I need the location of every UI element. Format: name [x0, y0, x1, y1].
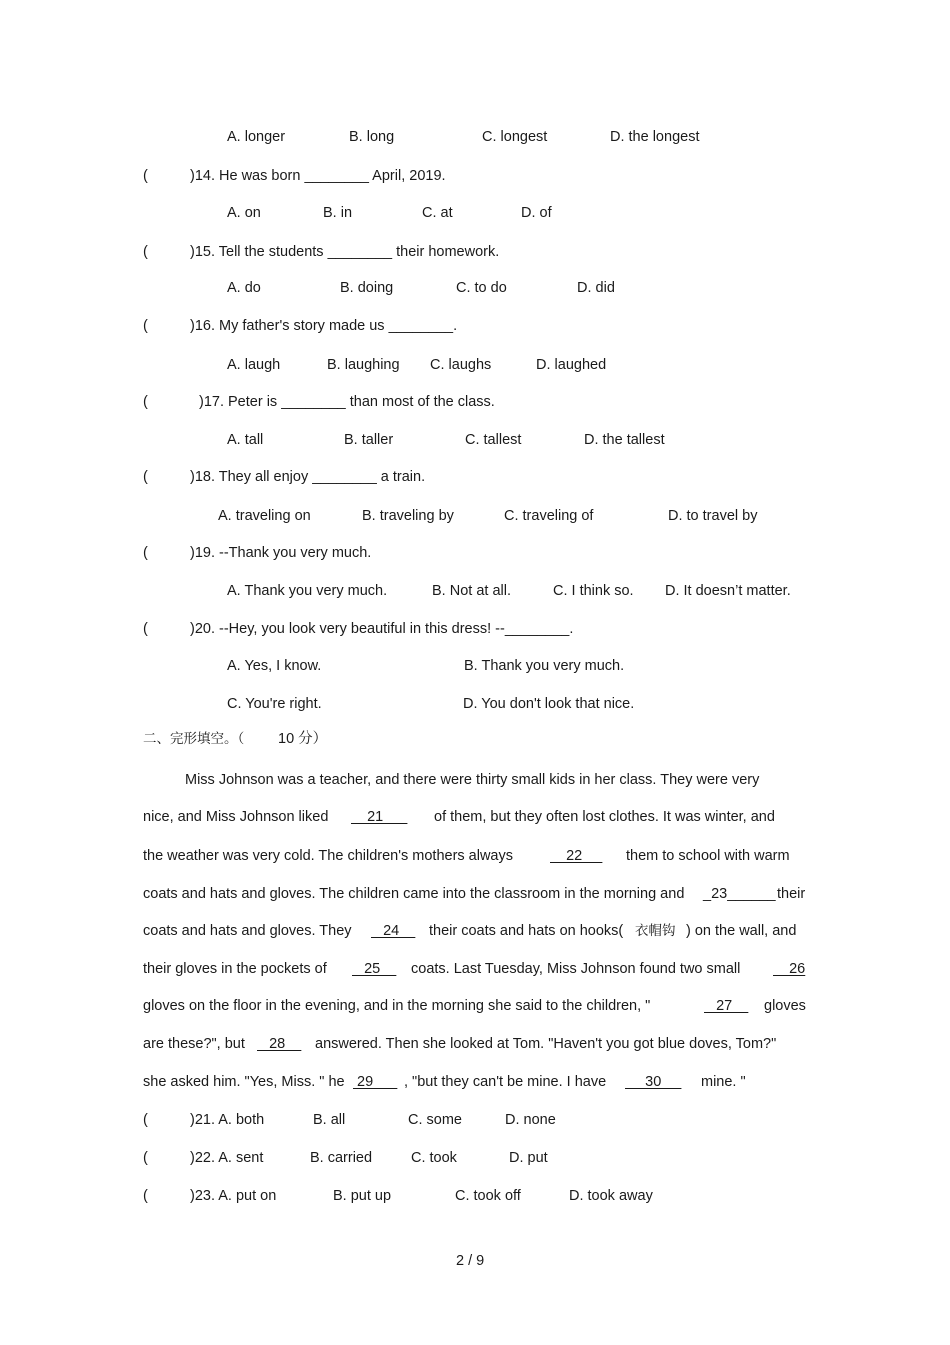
- blank-22: 22: [550, 848, 603, 864]
- option-b: B. doing: [340, 280, 394, 296]
- passage-line: she asked him. "Yes, Miss. " he: [143, 1074, 345, 1090]
- option-b: B. in: [323, 205, 353, 221]
- question-stem: )18. They all enjoy ________ a train.: [190, 469, 426, 485]
- option-b: B. taller: [344, 432, 394, 448]
- option-d: D. took away: [569, 1188, 653, 1204]
- blank-28: 28: [257, 1036, 302, 1052]
- page-number: 2 / 9: [456, 1253, 485, 1269]
- answer-paren: (: [143, 469, 148, 485]
- option-c: C. to do: [456, 280, 507, 296]
- question-stem: )19. --Thank you very much.: [190, 545, 372, 561]
- option-d: D. of: [521, 205, 552, 221]
- option-c: C. took: [411, 1150, 457, 1166]
- option-d: D. the tallest: [584, 432, 665, 448]
- option-c: C. some: [408, 1112, 462, 1128]
- section-score: 10 分）: [278, 731, 328, 747]
- option-a: A. Yes, I know.: [227, 658, 322, 674]
- passage-line: their coats and hats on hooks(: [429, 923, 624, 939]
- question-stem: )22. A. sent: [190, 1150, 264, 1166]
- blank-29: 29: [353, 1074, 398, 1090]
- question-stem: )15. Tell the students ________ their homework.: [190, 244, 500, 260]
- passage-line: the weather was very cold. The children's mothers always: [143, 848, 513, 864]
- blank-25: 25: [352, 961, 397, 977]
- passage-line: them to school with warm: [626, 848, 790, 864]
- blank-30: 30: [625, 1074, 682, 1090]
- answer-paren: (: [143, 1112, 148, 1128]
- passage-line: of them, but they often lost clothes. It was winter, and: [434, 809, 775, 825]
- blank-21: 21: [351, 809, 408, 825]
- blank-26: 26: [773, 961, 806, 977]
- option-c: C. took off: [455, 1188, 521, 1204]
- option-b: B. Thank you very much.: [464, 658, 625, 674]
- option-b: B. Not at all.: [432, 583, 511, 599]
- passage-line: coats and hats and gloves. The children came into the classroom in the morning and: [143, 886, 689, 902]
- option-d: D. none: [505, 1112, 556, 1128]
- option-d: D. put: [509, 1150, 548, 1166]
- option-a: A. traveling on: [218, 508, 311, 524]
- passage-gloss: 衣帽钩: [635, 923, 676, 939]
- option-b: B. long: [349, 129, 395, 145]
- section-heading: 二、完形填空。（: [143, 731, 245, 747]
- option-a: A. laugh: [227, 357, 281, 373]
- passage-line: their gloves in the pockets of: [143, 961, 327, 977]
- option-a: A. tall: [227, 432, 264, 448]
- option-d: D. the longest: [610, 129, 700, 145]
- option-a: A. longer: [227, 129, 286, 145]
- blank-24: 24: [371, 923, 416, 939]
- answer-paren: (: [143, 318, 148, 334]
- answer-paren: (: [143, 1188, 148, 1204]
- option-b: B. traveling by: [362, 508, 454, 524]
- passage-line: are these?", but: [143, 1036, 245, 1052]
- passage-line: nice, and Miss Johnson liked: [143, 809, 329, 825]
- passage-line: coats and hats and gloves. They: [143, 923, 352, 939]
- passage-line: gloves on the floor in the evening, and in the morning she said to the children, ": [143, 998, 651, 1014]
- question-stem: )14. He was born ________ April, 2019.: [190, 168, 446, 184]
- answer-paren: (: [143, 394, 148, 410]
- question-stem: )20. --Hey, you look very beautiful in this dress! --________.: [190, 621, 574, 637]
- option-c: C. I think so.: [553, 583, 634, 599]
- answer-paren: (: [143, 621, 148, 637]
- option-b: B. all: [313, 1112, 346, 1128]
- option-d: D. laughed: [536, 357, 607, 373]
- option-c: C. laughs: [430, 357, 492, 373]
- question-stem: )16. My father's story made us ________.: [190, 318, 458, 334]
- option-d: D. did: [577, 280, 615, 296]
- option-d: D. It doesn’t matter.: [665, 583, 791, 599]
- answer-paren: (: [143, 545, 148, 561]
- passage-line: Miss Johnson was a teacher, and there were thirty small kids in her class. They were very: [185, 772, 760, 788]
- option-c: C. longest: [482, 129, 548, 145]
- blank-27: 27: [704, 998, 749, 1014]
- passage-line: answered. Then she looked at Tom. "Haven't you got blue doves, Tom?": [315, 1036, 777, 1052]
- passage-line: mine. ": [701, 1074, 746, 1090]
- question-stem: )23. A. put on: [190, 1188, 277, 1204]
- answer-paren: (: [143, 244, 148, 260]
- passage-line: coats. Last Tuesday, Miss Johnson found two small: [411, 961, 741, 977]
- answer-paren: (: [143, 1150, 148, 1166]
- option-a: A. Thank you very much.: [227, 583, 388, 599]
- answer-paren: (: [143, 168, 148, 184]
- option-b: B. laughing: [327, 357, 400, 373]
- option-a: A. do: [227, 280, 261, 296]
- question-stem: )17. Peter is ________ than most of the class.: [199, 394, 495, 410]
- option-b: B. carried: [310, 1150, 373, 1166]
- option-a: A. on: [227, 205, 261, 221]
- passage-line: , "but they can't be mine. I have: [404, 1074, 607, 1090]
- passage-line: ) on the wall, and: [686, 923, 797, 939]
- option-c: C. traveling of: [504, 508, 594, 524]
- option-d: D. to travel by: [668, 508, 758, 524]
- passage-line: gloves: [764, 998, 806, 1014]
- option-d: D. You don't look that nice.: [463, 696, 635, 712]
- option-c: C. at: [422, 205, 453, 221]
- option-c: C. You're right.: [227, 696, 322, 712]
- option-c: C. tallest: [465, 432, 522, 448]
- question-stem: )21. A. both: [190, 1112, 265, 1128]
- option-b: B. put up: [333, 1188, 392, 1204]
- passage-line: their: [777, 886, 806, 902]
- blank-23: _23______: [703, 886, 776, 902]
